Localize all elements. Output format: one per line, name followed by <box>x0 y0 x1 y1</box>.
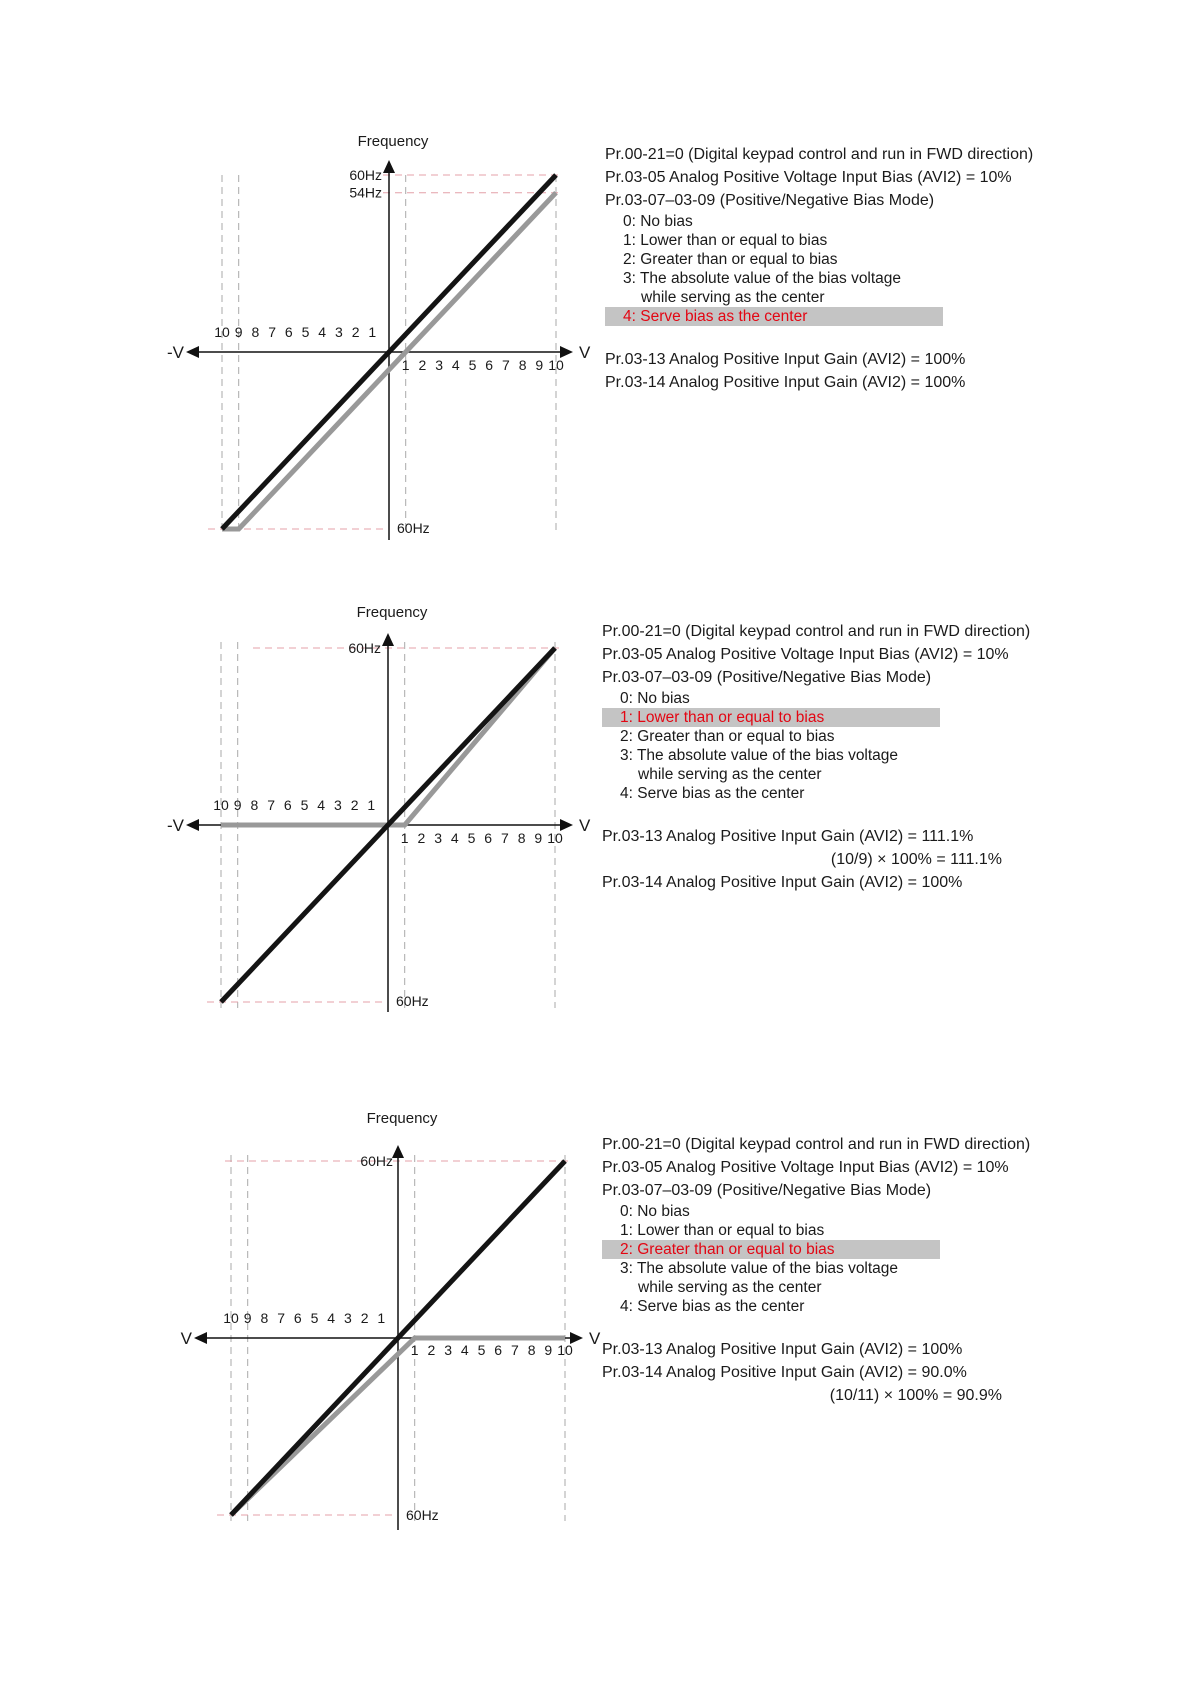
x-tick-label: 3 <box>435 357 443 373</box>
x-tick-label-negative: 2 <box>351 324 360 340</box>
x-tick-label: 10 <box>547 830 563 846</box>
bias-mode-option: 2: Greater than or equal to bias <box>620 728 835 745</box>
x-tick-label: 6 <box>485 357 494 373</box>
gain-line: Pr.03-14 Analog Positive Input Gain (AVI2) = 100% <box>605 374 966 391</box>
x-tick-label: 3 <box>444 1342 452 1358</box>
param-text-2 <box>602 620 1030 894</box>
x-tick-label: 7 <box>502 357 510 373</box>
gain-line: Pr.03-14 Analog Positive Input Gain (AVI2) = 100% <box>602 874 963 891</box>
param-line: Pr.00-21=0 (Digital keypad control and run in FWD direction) <box>602 623 1031 640</box>
param-line: Pr.03-05 Analog Positive Voltage Input Bias (AVI2) = 10% <box>602 646 1009 663</box>
x-tick-label-negative: 4 <box>327 1310 336 1326</box>
x-tick-label-negative: 3 <box>335 324 343 340</box>
bias-mode-option: 0: No bias <box>620 1203 690 1220</box>
x-tick-label-negative: 2 <box>350 797 359 813</box>
x-tick-label-negative: 10 <box>214 324 230 340</box>
param-line: Pr.03-05 Analog Positive Voltage Input Bias (AVI2) = 10% <box>602 1159 1009 1176</box>
x-tick-label-negative: 4 <box>317 797 326 813</box>
y-axis-label: Frequency <box>357 133 429 150</box>
x-tick-label-negative: 5 <box>300 797 309 813</box>
bias-mode-option: 3: The absolute value of the bias voltage <box>620 747 899 764</box>
x-tick-label-negative: 7 <box>268 324 276 340</box>
bias-graph-3 <box>0 0 600 1560</box>
x-axis-label-positive: V <box>579 816 591 835</box>
x-tick-label: 9 <box>544 1342 553 1358</box>
x-tick-label-negative: 5 <box>301 324 310 340</box>
x-tick-label-negative: 8 <box>260 1310 269 1326</box>
param-line: Pr.03-07–03-09 (Positive/Negative Bias Mode) <box>602 1182 932 1199</box>
x-tick-label-negative: 6 <box>293 1310 302 1326</box>
x-tick-label-negative: 7 <box>267 797 275 813</box>
param-text-3 <box>602 1133 1030 1407</box>
x-tick-label: 7 <box>501 830 509 846</box>
bias-mode-option: 3: The absolute value of the bias voltage <box>620 1260 899 1277</box>
negative-frequency-label: 60Hz <box>406 1507 439 1523</box>
negative-frequency-label: 60Hz <box>396 993 429 1009</box>
bias-mode-option: 2: Greater than or equal to bias <box>623 251 838 268</box>
x-tick-label-negative: 9 <box>233 797 242 813</box>
param-line: Pr.03-07–03-09 (Positive/Negative Bias Mode) <box>605 192 935 209</box>
bias-mode-option: 3: The absolute value of the bias voltage <box>623 270 902 287</box>
bias-mode-option: 0: No bias <box>623 213 693 230</box>
x-tick-label: 5 <box>467 830 476 846</box>
x-tick-label: 6 <box>494 1342 503 1358</box>
param-line: Pr.03-05 Analog Positive Voltage Input Bias (AVI2) = 10% <box>605 169 1012 186</box>
bias-mode-option: while serving as the center <box>638 766 822 783</box>
x-tick-label: 4 <box>460 1342 469 1358</box>
x-tick-label: 5 <box>477 1342 486 1358</box>
y-axis-label: Frequency <box>356 604 428 621</box>
gain-formula: (10/11) × 100% = 90.9% <box>829 1387 1002 1404</box>
bias-mode-option: 1: Lower than or equal to bias <box>623 232 828 249</box>
gain-line: Pr.03-13 Analog Positive Input Gain (AVI2) = 111.1% <box>602 828 974 845</box>
gain-line: Pr.03-14 Analog Positive Input Gain (AVI2) = 90.0% <box>602 1364 967 1381</box>
x-tick-label: 4 <box>451 357 460 373</box>
x-tick-label: 10 <box>548 357 564 373</box>
x-tick-label-negative: 6 <box>284 324 293 340</box>
x-axis-label-negative: V <box>180 1329 192 1348</box>
x-tick-label-negative: 3 <box>334 797 342 813</box>
bias-mode-option: while serving as the center <box>638 1279 822 1296</box>
bias-mode-option: while serving as the center <box>641 289 825 306</box>
x-tick-label: 5 <box>468 357 477 373</box>
x-axis-label-negative: -V <box>167 816 184 835</box>
y-axis-arrow <box>392 1145 404 1158</box>
x-tick-label: 2 <box>417 830 426 846</box>
x-tick-label-negative: 8 <box>250 797 259 813</box>
x-tick-label-negative: 1 <box>367 797 376 813</box>
bias-mode-option: 0: No bias <box>620 690 690 707</box>
bias-mode-option: 4: Serve bias as the center <box>620 1298 805 1315</box>
x-tick-label-negative: 9 <box>243 1310 252 1326</box>
bias-mode-option: 4: Serve bias as the center <box>620 785 805 802</box>
bias-mode-option-selected: 2: Greater than or equal to bias <box>602 1240 940 1259</box>
negative-frequency-label: 60Hz <box>397 520 430 536</box>
x-tick-label-negative: 8 <box>251 324 260 340</box>
x-tick-label: 8 <box>527 1342 536 1358</box>
x-tick-label-negative: 10 <box>213 797 229 813</box>
x-tick-label: 8 <box>517 830 526 846</box>
x-axis-label-negative: -V <box>167 343 184 362</box>
param-line: Pr.03-07–03-09 (Positive/Negative Bias Mode) <box>602 669 932 686</box>
x-tick-label-negative: 4 <box>318 324 327 340</box>
x-tick-label: 7 <box>511 1342 519 1358</box>
frequency-label: 60Hz <box>360 1153 393 1169</box>
x-tick-label-negative: 9 <box>234 324 243 340</box>
x-tick-label-negative: 10 <box>223 1310 239 1326</box>
gain-formula: (10/9) × 100% = 111.1% <box>830 851 1002 868</box>
x-tick-label: 9 <box>534 830 543 846</box>
x-axis-label-positive: V <box>579 343 591 362</box>
x-axis-label-positive: V <box>589 1329 601 1348</box>
x-tick-label: 2 <box>427 1342 436 1358</box>
x-tick-label-negative: 6 <box>283 797 292 813</box>
param-line: Pr.00-21=0 (Digital keypad control and run in FWD direction) <box>605 146 1034 163</box>
x-tick-label-negative: 1 <box>368 324 377 340</box>
frequency-label: 60Hz <box>349 167 382 183</box>
frequency-label: 54Hz <box>349 184 382 201</box>
gain-line: Pr.03-13 Analog Positive Input Gain (AVI2) = 100% <box>605 351 966 368</box>
x-tick-label: 2 <box>418 357 427 373</box>
param-text-1 <box>605 143 1033 394</box>
x-axis-arrow-left <box>194 1332 207 1344</box>
x-tick-label: 3 <box>434 830 442 846</box>
x-tick-label: 10 <box>557 1342 573 1358</box>
gain-line: Pr.03-13 Analog Positive Input Gain (AVI2) = 100% <box>602 1341 963 1358</box>
x-tick-label-negative: 2 <box>360 1310 369 1326</box>
x-tick-label: 6 <box>484 830 493 846</box>
bias-mode-option-selected: 1: Lower than or equal to bias <box>602 708 940 727</box>
x-tick-label: 1 <box>400 830 409 846</box>
x-tick-label: 1 <box>401 357 410 373</box>
x-tick-label-negative: 3 <box>344 1310 352 1326</box>
frequency-label: 60Hz <box>348 640 381 656</box>
bias-mode-option: 1: Lower than or equal to bias <box>620 1222 825 1239</box>
x-tick-label: 1 <box>410 1342 419 1358</box>
param-line: Pr.00-21=0 (Digital keypad control and run in FWD direction) <box>602 1136 1031 1153</box>
y-axis-label: Frequency <box>366 1110 438 1127</box>
x-tick-label-negative: 1 <box>377 1310 386 1326</box>
x-tick-label: 4 <box>450 830 459 846</box>
x-tick-label-negative: 7 <box>277 1310 285 1326</box>
bias-mode-option-selected: 4: Serve bias as the center <box>605 307 943 326</box>
x-tick-label-negative: 5 <box>310 1310 319 1326</box>
x-tick-label: 9 <box>535 357 544 373</box>
x-tick-label: 8 <box>518 357 527 373</box>
